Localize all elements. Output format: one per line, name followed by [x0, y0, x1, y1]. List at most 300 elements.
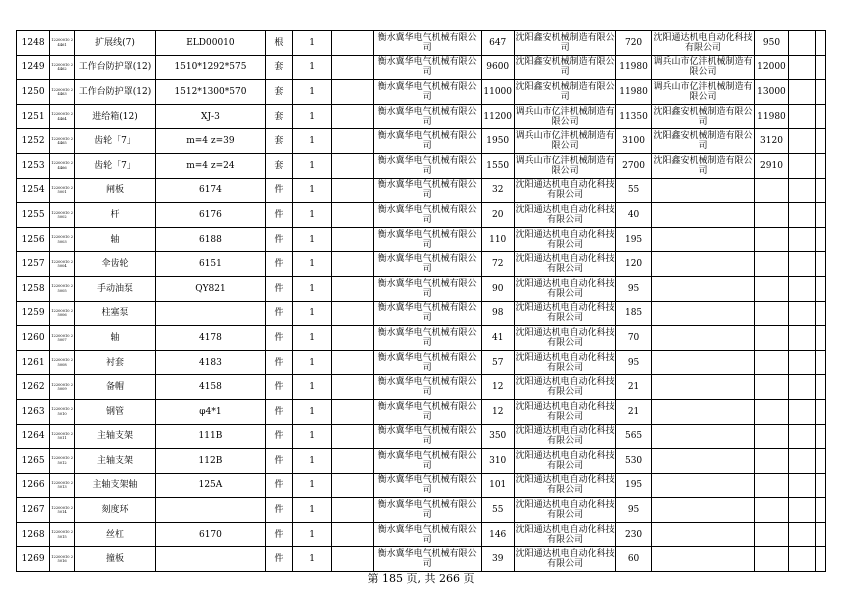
blank-cell	[788, 153, 815, 178]
blank-cell	[788, 424, 815, 449]
supplier-3-cell	[651, 227, 755, 252]
row-number-cell: 1266	[17, 473, 50, 498]
blank-cell	[332, 424, 373, 449]
quantity-cell: 1	[292, 80, 331, 105]
supplier-3-price-cell: 13000	[755, 80, 788, 105]
material-code-cell: 12200010 24462	[50, 55, 75, 80]
supplier-3-price-cell	[755, 203, 788, 228]
quantity-cell: 1	[292, 449, 331, 474]
supplier-3-cell: 沈阳通达机电自动化科技有限公司	[651, 31, 755, 56]
row-number-cell: 1258	[17, 276, 50, 301]
supplier-2-cell: 沈阳通达机电自动化科技有限公司	[514, 424, 616, 449]
unit-cell: 件	[265, 547, 292, 572]
supplier-1-cell: 衡水冀华电气机械有限公司	[373, 350, 481, 375]
row-number-cell: 1262	[17, 375, 50, 400]
supplier-2-price-cell: 95	[616, 350, 651, 375]
blank-cell	[815, 252, 825, 277]
supplier-3-price-cell	[755, 399, 788, 424]
blank-cell	[788, 547, 815, 572]
blank-cell	[332, 449, 373, 474]
supplier-3-cell	[651, 178, 755, 203]
blank-cell	[788, 31, 815, 56]
unit-cell: 套	[265, 153, 292, 178]
supplier-3-cell	[651, 350, 755, 375]
quantity-cell: 1	[292, 498, 331, 523]
supplier-2-cell: 沈阳通达机电自动化科技有限公司	[514, 252, 616, 277]
blank-cell	[788, 350, 815, 375]
supplier-3-cell	[651, 326, 755, 351]
blank-cell	[815, 301, 825, 326]
supplier-1-price-cell: 11200	[481, 104, 514, 129]
supplier-2-price-cell: 565	[616, 424, 651, 449]
supplier-2-cell: 沈阳鑫安机械制造有限公司	[514, 80, 616, 105]
spec-cell: 6176	[155, 203, 265, 228]
blank-cell	[815, 473, 825, 498]
material-code-cell: 12200010 24464	[50, 104, 75, 129]
supplier-2-price-cell: 230	[616, 522, 651, 547]
supplier-2-cell: 沈阳通达机电自动化科技有限公司	[514, 326, 616, 351]
row-number-cell: 1253	[17, 153, 50, 178]
supplier-3-cell: 调兵山市亿沣机械制造有限公司	[651, 55, 755, 80]
supplier-1-cell: 衡水冀华电气机械有限公司	[373, 80, 481, 105]
blank-cell	[788, 276, 815, 301]
unit-cell: 件	[265, 449, 292, 474]
supplier-1-cell: 衡水冀华电气机械有限公司	[373, 252, 481, 277]
quantity-cell: 1	[292, 276, 331, 301]
price-comparison-sheet	[16, 30, 826, 572]
spec-cell	[155, 498, 265, 523]
blank-cell	[788, 129, 815, 154]
table-row	[17, 424, 826, 449]
supplier-3-price-cell	[755, 473, 788, 498]
supplier-1-cell: 衡水冀华电气机械有限公司	[373, 547, 481, 572]
table-row	[17, 104, 826, 129]
material-code-cell: 12200010 25006	[50, 301, 75, 326]
blank-cell	[332, 473, 373, 498]
supplier-3-price-cell	[755, 449, 788, 474]
supplier-2-price-cell: 40	[616, 203, 651, 228]
row-number-cell: 1250	[17, 80, 50, 105]
row-number-cell: 1261	[17, 350, 50, 375]
item-name-cell: 主轴支架	[75, 449, 156, 474]
blank-cell	[332, 178, 373, 203]
supplier-3-price-cell: 3120	[755, 129, 788, 154]
supplier-3-price-cell	[755, 227, 788, 252]
supplier-1-price-cell: 146	[481, 522, 514, 547]
quantity-cell: 1	[292, 522, 331, 547]
item-name-cell: 撞板	[75, 547, 156, 572]
blank-cell	[332, 326, 373, 351]
supplier-2-cell: 沈阳通达机电自动化科技有限公司	[514, 350, 616, 375]
spec-cell	[155, 547, 265, 572]
supplier-2-cell: 沈阳通达机电自动化科技有限公司	[514, 449, 616, 474]
blank-cell	[332, 104, 373, 129]
supplier-3-price-cell	[755, 252, 788, 277]
unit-cell: 套	[265, 129, 292, 154]
supplier-1-price-cell: 1950	[481, 129, 514, 154]
unit-cell: 件	[265, 473, 292, 498]
supplier-1-cell: 衡水冀华电气机械有限公司	[373, 55, 481, 80]
unit-cell: 件	[265, 301, 292, 326]
supplier-3-price-cell	[755, 375, 788, 400]
supplier-2-price-cell: 55	[616, 178, 651, 203]
unit-cell: 件	[265, 498, 292, 523]
supplier-1-price-cell: 39	[481, 547, 514, 572]
supplier-2-cell: 沈阳通达机电自动化科技有限公司	[514, 473, 616, 498]
quantity-cell: 1	[292, 104, 331, 129]
spec-cell: 6151	[155, 252, 265, 277]
supplier-2-cell: 沈阳通达机电自动化科技有限公司	[514, 301, 616, 326]
quantity-cell: 1	[292, 129, 331, 154]
item-name-cell: 工作台防护罩(12)	[75, 80, 156, 105]
supplier-3-price-cell	[755, 276, 788, 301]
quantity-cell: 1	[292, 153, 331, 178]
supplier-3-price-cell	[755, 326, 788, 351]
item-name-cell: 刻度环	[75, 498, 156, 523]
blank-cell	[815, 178, 825, 203]
material-code-cell: 12200010 25008	[50, 350, 75, 375]
supplier-2-cell: 沈阳通达机电自动化科技有限公司	[514, 227, 616, 252]
table-row	[17, 80, 826, 105]
table-row	[17, 31, 826, 56]
supplier-2-cell: 沈阳通达机电自动化科技有限公司	[514, 498, 616, 523]
supplier-1-price-cell: 12	[481, 399, 514, 424]
price-table	[16, 30, 826, 572]
blank-cell	[332, 203, 373, 228]
row-number-cell: 1269	[17, 547, 50, 572]
supplier-3-cell	[651, 522, 755, 547]
unit-cell: 件	[265, 252, 292, 277]
material-code-cell: 12200010 25009	[50, 375, 75, 400]
blank-cell	[788, 522, 815, 547]
supplier-1-cell: 衡水冀华电气机械有限公司	[373, 375, 481, 400]
unit-cell: 件	[265, 350, 292, 375]
material-code-cell: 12200010 25010	[50, 399, 75, 424]
supplier-2-cell: 沈阳鑫安机械制造有限公司	[514, 55, 616, 80]
supplier-3-price-cell	[755, 350, 788, 375]
quantity-cell: 1	[292, 547, 331, 572]
supplier-2-cell: 沈阳通达机电自动化科技有限公司	[514, 399, 616, 424]
row-number-cell: 1254	[17, 178, 50, 203]
row-number-cell: 1267	[17, 498, 50, 523]
supplier-2-price-cell: 720	[616, 31, 651, 56]
item-name-cell: 备帽	[75, 375, 156, 400]
blank-cell	[815, 80, 825, 105]
material-code-cell: 12200010 25007	[50, 326, 75, 351]
blank-cell	[788, 473, 815, 498]
supplier-1-cell: 衡水冀华电气机械有限公司	[373, 153, 481, 178]
blank-cell	[815, 153, 825, 178]
blank-cell	[788, 227, 815, 252]
table-row	[17, 178, 826, 203]
item-name-cell: 钢管	[75, 399, 156, 424]
supplier-3-cell: 调兵山市亿沣机械制造有限公司	[651, 80, 755, 105]
quantity-cell: 1	[292, 350, 331, 375]
blank-cell	[815, 104, 825, 129]
blank-cell	[815, 424, 825, 449]
supplier-3-cell	[651, 547, 755, 572]
page-footer: 第 185 页, 共 266 页	[367, 572, 475, 585]
quantity-cell: 1	[292, 252, 331, 277]
supplier-2-price-cell: 11980	[616, 55, 651, 80]
supplier-3-price-cell	[755, 424, 788, 449]
supplier-2-cell: 沈阳鑫安机械制造有限公司	[514, 31, 616, 56]
spec-cell	[155, 301, 265, 326]
unit-cell: 件	[265, 424, 292, 449]
supplier-1-price-cell: 9600	[481, 55, 514, 80]
row-number-cell: 1264	[17, 424, 50, 449]
unit-cell: 套	[265, 55, 292, 80]
blank-cell	[332, 399, 373, 424]
row-number-cell: 1263	[17, 399, 50, 424]
supplier-3-cell	[651, 276, 755, 301]
supplier-2-price-cell: 3100	[616, 129, 651, 154]
blank-cell	[815, 55, 825, 80]
supplier-1-price-cell: 110	[481, 227, 514, 252]
item-name-cell: 扩展线(7)	[75, 31, 156, 56]
supplier-2-cell: 沈阳通达机电自动化科技有限公司	[514, 522, 616, 547]
spec-cell: 6188	[155, 227, 265, 252]
table-row	[17, 449, 826, 474]
supplier-3-cell	[651, 473, 755, 498]
supplier-3-cell	[651, 252, 755, 277]
supplier-3-price-cell	[755, 178, 788, 203]
supplier-1-cell: 衡水冀华电气机械有限公司	[373, 424, 481, 449]
blank-cell	[788, 203, 815, 228]
supplier-1-price-cell: 20	[481, 203, 514, 228]
spec-cell: 1512*1300*570	[155, 80, 265, 105]
spec-cell: QY821	[155, 276, 265, 301]
spec-cell: 6170	[155, 522, 265, 547]
supplier-2-price-cell: 11980	[616, 80, 651, 105]
unit-cell: 套	[265, 104, 292, 129]
supplier-2-cell: 沈阳通达机电自动化科技有限公司	[514, 203, 616, 228]
supplier-3-cell	[651, 399, 755, 424]
item-name-cell: 杆	[75, 203, 156, 228]
blank-cell	[815, 350, 825, 375]
spec-cell: 125A	[155, 473, 265, 498]
blank-cell	[332, 55, 373, 80]
supplier-3-cell: 沈阳鑫安机械制造有限公司	[651, 129, 755, 154]
supplier-1-cell: 衡水冀华电气机械有限公司	[373, 203, 481, 228]
supplier-3-price-cell	[755, 301, 788, 326]
supplier-1-price-cell: 90	[481, 276, 514, 301]
supplier-2-price-cell: 195	[616, 227, 651, 252]
blank-cell	[788, 399, 815, 424]
unit-cell: 件	[265, 399, 292, 424]
spec-cell: m=4 z=39	[155, 129, 265, 154]
item-name-cell: 主轴支架轴	[75, 473, 156, 498]
blank-cell	[788, 55, 815, 80]
supplier-2-cell: 调兵山市亿沣机械制造有限公司	[514, 129, 616, 154]
blank-cell	[332, 301, 373, 326]
unit-cell: 件	[265, 375, 292, 400]
quantity-cell: 1	[292, 473, 331, 498]
supplier-2-cell: 调兵山市亿沣机械制造有限公司	[514, 104, 616, 129]
supplier-3-price-cell: 12000	[755, 55, 788, 80]
row-number-cell: 1259	[17, 301, 50, 326]
spec-cell: 112B	[155, 449, 265, 474]
supplier-1-cell: 衡水冀华电气机械有限公司	[373, 449, 481, 474]
blank-cell	[815, 227, 825, 252]
supplier-2-price-cell: 95	[616, 276, 651, 301]
row-number-cell: 1255	[17, 203, 50, 228]
blank-cell	[788, 375, 815, 400]
material-code-cell: 12200010 24466	[50, 153, 75, 178]
supplier-1-cell: 衡水冀华电气机械有限公司	[373, 473, 481, 498]
blank-cell	[815, 276, 825, 301]
blank-cell	[332, 80, 373, 105]
blank-cell	[815, 326, 825, 351]
quantity-cell: 1	[292, 227, 331, 252]
row-number-cell: 1260	[17, 326, 50, 351]
blank-cell	[815, 31, 825, 56]
supplier-1-price-cell: 32	[481, 178, 514, 203]
supplier-1-cell: 衡水冀华电气机械有限公司	[373, 129, 481, 154]
supplier-2-price-cell: 60	[616, 547, 651, 572]
supplier-1-price-cell: 647	[481, 31, 514, 56]
blank-cell	[815, 449, 825, 474]
blank-cell	[788, 104, 815, 129]
unit-cell: 件	[265, 276, 292, 301]
quantity-cell: 1	[292, 301, 331, 326]
table-row	[17, 153, 826, 178]
material-code-cell: 12200010 24461	[50, 31, 75, 56]
supplier-2-cell: 沈阳通达机电自动化科技有限公司	[514, 375, 616, 400]
blank-cell	[332, 252, 373, 277]
item-name-cell: 齿轮「7」	[75, 153, 156, 178]
supplier-2-cell: 沈阳通达机电自动化科技有限公司	[514, 276, 616, 301]
supplier-1-cell: 衡水冀华电气机械有限公司	[373, 301, 481, 326]
row-number-cell: 1256	[17, 227, 50, 252]
material-code-cell: 12200010 24463	[50, 80, 75, 105]
supplier-2-price-cell: 185	[616, 301, 651, 326]
item-name-cell: 闸板	[75, 178, 156, 203]
blank-cell	[788, 80, 815, 105]
supplier-1-cell: 衡水冀华电气机械有限公司	[373, 31, 481, 56]
supplier-3-cell	[651, 301, 755, 326]
table-row	[17, 203, 826, 228]
row-number-cell: 1252	[17, 129, 50, 154]
blank-cell	[332, 350, 373, 375]
supplier-3-price-cell	[755, 522, 788, 547]
supplier-1-cell: 衡水冀华电气机械有限公司	[373, 227, 481, 252]
item-name-cell: 主轴支架	[75, 424, 156, 449]
supplier-3-price-cell: 950	[755, 31, 788, 56]
spec-cell: m=4 z=24	[155, 153, 265, 178]
spec-cell: 4178	[155, 326, 265, 351]
blank-cell	[788, 498, 815, 523]
supplier-1-price-cell: 98	[481, 301, 514, 326]
table-row	[17, 129, 826, 154]
blank-cell	[788, 301, 815, 326]
table-row	[17, 252, 826, 277]
spec-cell: ELD00010	[155, 31, 265, 56]
supplier-3-cell	[651, 375, 755, 400]
supplier-2-price-cell: 120	[616, 252, 651, 277]
supplier-3-cell	[651, 203, 755, 228]
quantity-cell: 1	[292, 399, 331, 424]
blank-cell	[332, 227, 373, 252]
material-code-cell: 12200010 25005	[50, 276, 75, 301]
row-number-cell: 1268	[17, 522, 50, 547]
item-name-cell: 伞齿轮	[75, 252, 156, 277]
item-name-cell: 丝杠	[75, 522, 156, 547]
unit-cell: 件	[265, 522, 292, 547]
supplier-2-price-cell: 2700	[616, 153, 651, 178]
item-name-cell: 齿轮「7」	[75, 129, 156, 154]
blank-cell	[332, 129, 373, 154]
supplier-1-cell: 衡水冀华电气机械有限公司	[373, 178, 481, 203]
supplier-1-price-cell: 11000	[481, 80, 514, 105]
blank-cell	[815, 129, 825, 154]
quantity-cell: 1	[292, 203, 331, 228]
blank-cell	[332, 498, 373, 523]
blank-cell	[815, 547, 825, 572]
supplier-1-cell: 衡水冀华电气机械有限公司	[373, 276, 481, 301]
blank-cell	[332, 153, 373, 178]
blank-cell	[815, 399, 825, 424]
blank-cell	[332, 31, 373, 56]
unit-cell: 套	[265, 80, 292, 105]
table-row	[17, 55, 826, 80]
table-row	[17, 301, 826, 326]
supplier-1-cell: 衡水冀华电气机械有限公司	[373, 522, 481, 547]
blank-cell	[332, 375, 373, 400]
supplier-2-price-cell: 21	[616, 375, 651, 400]
supplier-2-price-cell: 21	[616, 399, 651, 424]
quantity-cell: 1	[292, 375, 331, 400]
supplier-1-price-cell: 55	[481, 498, 514, 523]
unit-cell: 件	[265, 178, 292, 203]
unit-cell: 件	[265, 227, 292, 252]
unit-cell: 件	[265, 326, 292, 351]
quantity-cell: 1	[292, 55, 331, 80]
supplier-3-cell	[651, 449, 755, 474]
supplier-1-cell: 衡水冀华电气机械有限公司	[373, 326, 481, 351]
supplier-3-cell: 沈阳鑫安机械制造有限公司	[651, 153, 755, 178]
supplier-3-cell	[651, 424, 755, 449]
supplier-1-cell: 衡水冀华电气机械有限公司	[373, 104, 481, 129]
blank-cell	[815, 375, 825, 400]
supplier-1-price-cell: 350	[481, 424, 514, 449]
quantity-cell: 1	[292, 326, 331, 351]
spec-cell: 4158	[155, 375, 265, 400]
quantity-cell: 1	[292, 31, 331, 56]
supplier-3-price-cell: 2910	[755, 153, 788, 178]
supplier-3-price-cell: 11980	[755, 104, 788, 129]
item-name-cell: 轴	[75, 227, 156, 252]
table-row	[17, 547, 826, 572]
quantity-cell: 1	[292, 178, 331, 203]
spec-cell: φ4*1	[155, 399, 265, 424]
item-name-cell: 衬套	[75, 350, 156, 375]
item-name-cell: 手动油泵	[75, 276, 156, 301]
blank-cell	[815, 498, 825, 523]
material-code-cell: 12200010 25013	[50, 473, 75, 498]
supplier-2-price-cell: 195	[616, 473, 651, 498]
blank-cell	[788, 449, 815, 474]
material-code-cell: 12200010 25004	[50, 252, 75, 277]
table-row	[17, 399, 826, 424]
supplier-1-price-cell: 310	[481, 449, 514, 474]
table-row	[17, 276, 826, 301]
supplier-2-price-cell: 530	[616, 449, 651, 474]
blank-cell	[788, 178, 815, 203]
quantity-cell: 1	[292, 424, 331, 449]
spec-cell: 4183	[155, 350, 265, 375]
spec-cell: XJ-3	[155, 104, 265, 129]
